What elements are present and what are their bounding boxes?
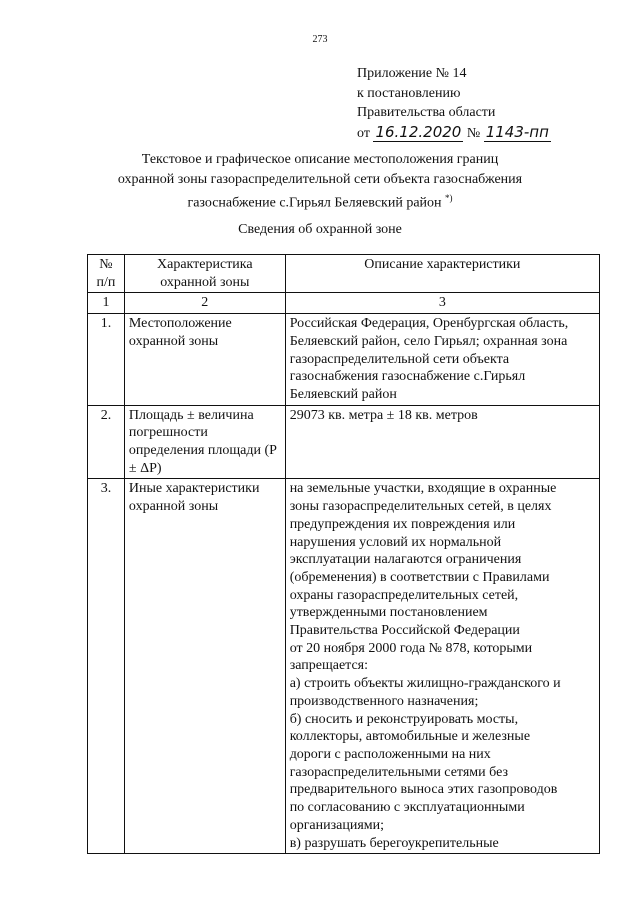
description-line: газоснабжения газоснабжение с.Гирьял bbox=[289, 369, 526, 385]
appendix-date-line bbox=[357, 123, 551, 144]
description-line: в) разрушать берегоукрепительные bbox=[289, 835, 499, 851]
description-line: предварительного выноса этих газопроводов bbox=[289, 782, 558, 798]
description-line: эксплуатации налагаются ограничения bbox=[289, 552, 522, 568]
description-line: организациями; bbox=[289, 817, 385, 833]
row-characteristic: Иные характеристики охранной зоны bbox=[124, 479, 285, 854]
description-line: запрещается: bbox=[289, 658, 368, 674]
title-line-1: Текстовое и графическое описание местоположения границ bbox=[141, 152, 499, 167]
document-title bbox=[90, 150, 550, 213]
table-row bbox=[88, 314, 600, 406]
description-line: утвержденными постановлением bbox=[289, 605, 488, 621]
description-line: б) сносить и реконструировать мосты, bbox=[289, 711, 519, 727]
title-line-2: охранной зоны газораспределительной сети объекта газоснабжения bbox=[117, 171, 523, 187]
description-line: Беляевский район, село Гирьял; охранная зона bbox=[289, 333, 568, 349]
handwritten-number: 1143-пп bbox=[485, 122, 549, 141]
header-number: № п/п bbox=[88, 255, 125, 293]
title-line-3 bbox=[90, 189, 550, 213]
row-number: 2. bbox=[88, 405, 125, 479]
appendix-line-2: к постановлению bbox=[357, 85, 461, 101]
description-line: а) строить объекты жилищно-гражданского и bbox=[289, 676, 561, 692]
description-line: газораспределительной сети объекта bbox=[289, 351, 510, 367]
header-description: Описание характеристики bbox=[285, 255, 599, 293]
description-line: зоны газораспределительных сетей, в целях bbox=[289, 499, 552, 515]
description-line: предупреждения их повреждения или bbox=[289, 516, 516, 532]
description-line: производственного назначения; bbox=[289, 693, 479, 709]
handwritten-date: 16.12.2020 bbox=[375, 122, 462, 141]
description-line: Правительства Российской Федерации bbox=[289, 623, 520, 639]
description-line: дороги с расположенными на них bbox=[289, 746, 491, 762]
row-description bbox=[285, 314, 599, 406]
number-prefix: № bbox=[466, 125, 481, 141]
header-characteristic: Характеристика охранной зоны bbox=[124, 255, 285, 293]
description-line: Российская Федерация, Оренбургская область, bbox=[289, 316, 569, 332]
footnote-mark: *) bbox=[445, 193, 453, 203]
index-cell-2: 2 bbox=[124, 293, 285, 314]
date-prefix: от bbox=[357, 125, 370, 141]
page-number: 273 bbox=[312, 34, 328, 45]
table-row bbox=[88, 479, 600, 854]
table-row bbox=[88, 405, 600, 479]
description-line: от 20 ноября 2000 года № 878, которыми bbox=[289, 640, 533, 656]
description-line: коллекторы, автомобильные и железные bbox=[289, 729, 531, 745]
protection-zone-table bbox=[87, 254, 600, 854]
description-line: на земельные участки, входящие в охранные bbox=[289, 481, 557, 497]
row-description bbox=[285, 405, 599, 479]
description-line: газораспределительными сетями без bbox=[289, 764, 508, 780]
section-subtitle: Сведения об охранной зоне bbox=[238, 222, 402, 237]
appendix-title: Приложение № 14 bbox=[357, 66, 467, 81]
row-number: 3. bbox=[88, 479, 125, 854]
appendix-block bbox=[357, 64, 551, 143]
description-line: охраны газораспределительных сетей, bbox=[289, 587, 519, 603]
table-index-row bbox=[88, 293, 600, 314]
row-number: 1. bbox=[88, 314, 125, 406]
description-line: Беляевский район bbox=[289, 386, 397, 402]
description-line: (обременения) в соответствии с Правилами bbox=[289, 569, 550, 585]
title-line-3-text: газоснабжение с.Гирьял Беляевский район bbox=[187, 195, 442, 211]
description-line: 29073 кв. метра ± 18 кв. метров bbox=[289, 407, 478, 423]
row-description bbox=[285, 479, 599, 854]
index-cell-3: 3 bbox=[285, 293, 599, 314]
description-line: по согласованию с эксплуатационными bbox=[289, 800, 525, 816]
table-header-row bbox=[88, 255, 600, 293]
description-line: нарушения условий их нормальной bbox=[289, 534, 502, 550]
row-characteristic: Площадь ± величина погрешности определения площади (P ± ΔP) bbox=[124, 405, 285, 479]
index-cell-1: 1 bbox=[88, 293, 125, 314]
row-characteristic: Местоположение охранной зоны bbox=[124, 314, 285, 406]
appendix-line-3: Правительства области bbox=[357, 105, 496, 120]
